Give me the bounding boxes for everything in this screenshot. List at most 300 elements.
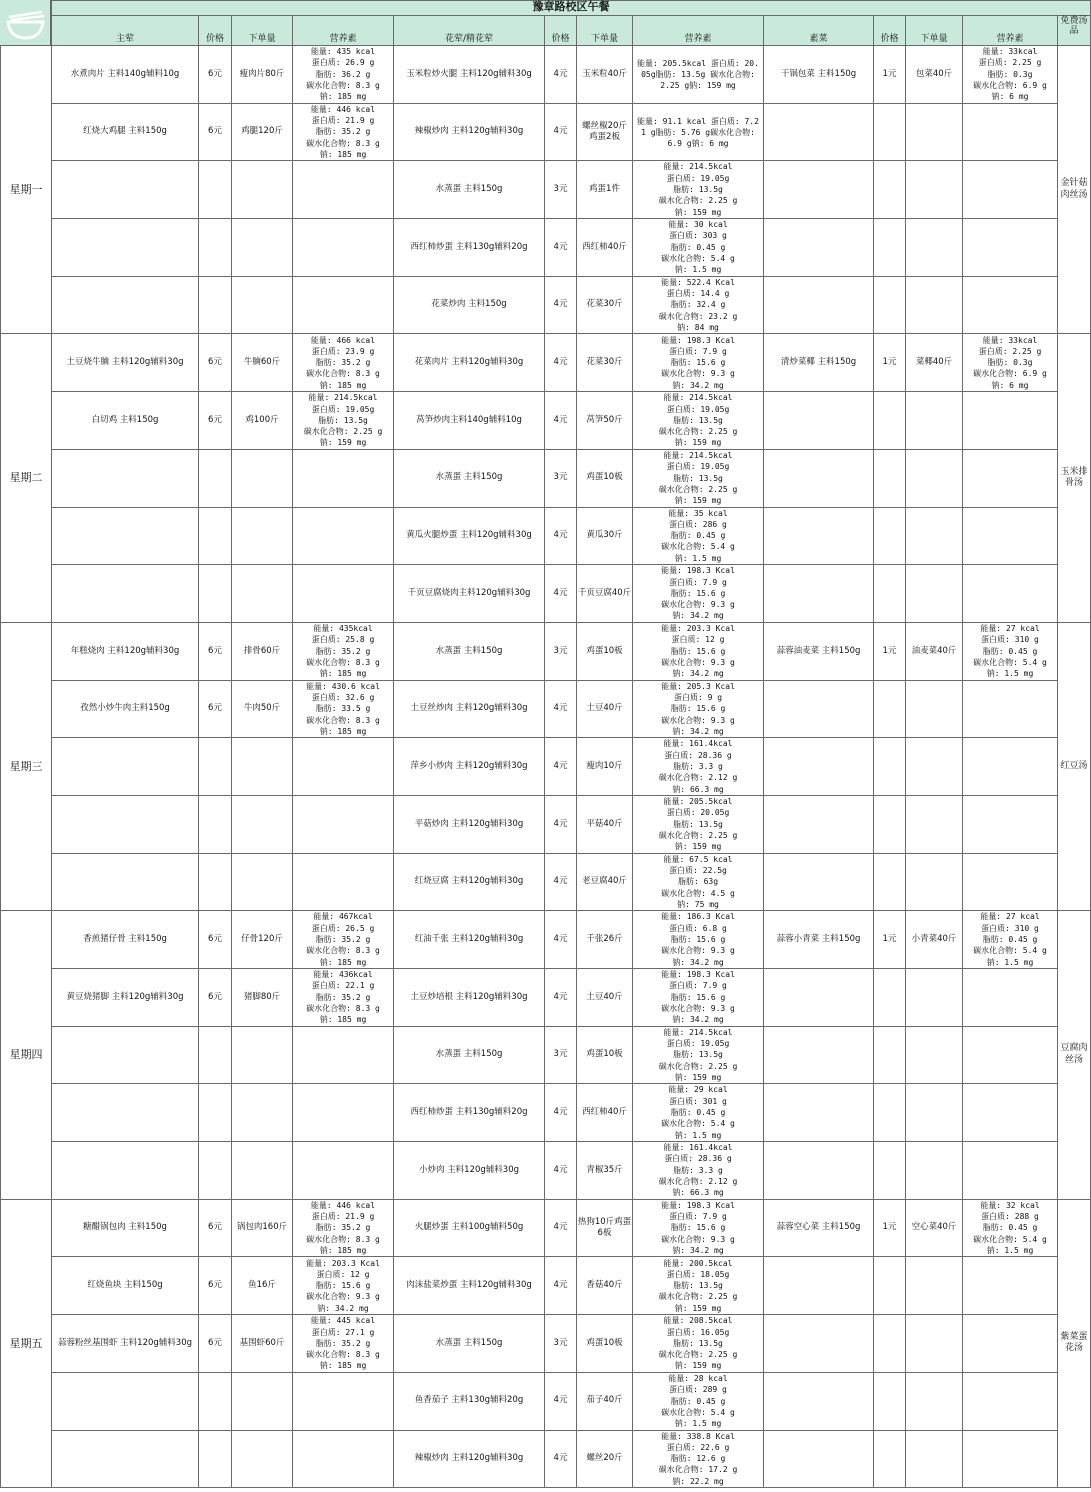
col-header-mixed-qty: 下单量 bbox=[577, 16, 633, 46]
mixed-price: 3元 bbox=[545, 161, 577, 219]
mixed-order-qty: 鸡蛋10板 bbox=[577, 1315, 633, 1373]
veg-dish bbox=[764, 1084, 874, 1142]
veg-nutrition bbox=[963, 1142, 1058, 1200]
main-nutrition bbox=[293, 1372, 394, 1430]
main-nutrition: 能量: 436kcal 蛋白质: 22.1 g 脂肪: 35.2 g 碳水化合物: 8.3 g 钠: 185 mg bbox=[293, 969, 394, 1027]
veg-nutrition bbox=[963, 103, 1058, 161]
main-dish: 水煮肉片 主料140g辅料10g bbox=[52, 46, 199, 104]
mixed-price: 4元 bbox=[545, 565, 577, 623]
table-row bbox=[1, 392, 1091, 450]
mixed-dish: 水蒸蛋 主料150g bbox=[394, 161, 545, 219]
table-row bbox=[1, 738, 1091, 796]
mixed-nutrition: 能量: 161.4kcal 蛋白质: 28.36 g 脂肪: 3.3 g 碳水化合物: 2.12 g 钠: 66.3 mg bbox=[633, 1142, 764, 1200]
mixed-order-qty: 螺丝20斤 bbox=[577, 1430, 633, 1488]
veg-price bbox=[874, 103, 906, 161]
page-title: 豫章路校区午餐 bbox=[52, 1, 1091, 16]
mixed-price: 3元 bbox=[545, 622, 577, 680]
veg-dish bbox=[764, 103, 874, 161]
veg-nutrition bbox=[963, 680, 1058, 738]
free-soup: 红豆汤 bbox=[1058, 622, 1091, 910]
main-order-qty: 基围虾60斤 bbox=[232, 1315, 293, 1373]
main-dish bbox=[52, 449, 199, 507]
veg-dish bbox=[764, 1257, 874, 1315]
table-row bbox=[1, 161, 1091, 219]
main-price bbox=[199, 219, 232, 277]
main-price: 6元 bbox=[199, 969, 232, 1027]
veg-order-qty bbox=[906, 161, 963, 219]
mixed-dish: 水蒸蛋 主料150g bbox=[394, 1026, 545, 1084]
main-dish bbox=[52, 738, 199, 796]
main-price bbox=[199, 276, 232, 334]
veg-order-qty bbox=[906, 1315, 963, 1373]
veg-order-qty bbox=[906, 219, 963, 277]
mixed-nutrition: 能量: 67.5 kcal 蛋白质: 22.5g 脂肪: 63g 碳水化合物: 4.5 g 钠: 75 mg bbox=[633, 853, 764, 911]
main-order-qty bbox=[232, 161, 293, 219]
veg-order-qty bbox=[906, 853, 963, 911]
col-header-main-qty: 下单量 bbox=[232, 16, 293, 46]
mixed-price: 3元 bbox=[545, 1026, 577, 1084]
main-price: 6元 bbox=[199, 1315, 232, 1373]
mixed-dish: 花菜炒肉 主料150g bbox=[394, 276, 545, 334]
mixed-price: 4元 bbox=[545, 276, 577, 334]
bowl-logo-icon bbox=[0, 0, 51, 46]
veg-dish: 清炒菜椰 主料150g bbox=[764, 334, 874, 392]
main-price: 6元 bbox=[199, 46, 232, 104]
veg-nutrition: 能量: 32 kcal 蛋白质: 288 g 脂肪: 0.45 g 碳水化合物: 5.4 g 钠: 1.5 mg bbox=[963, 1199, 1058, 1257]
main-dish bbox=[52, 1084, 199, 1142]
day-label: 星期一 bbox=[1, 46, 52, 334]
veg-order-qty bbox=[906, 969, 963, 1027]
table-row bbox=[1, 1372, 1091, 1430]
table-row bbox=[1, 276, 1091, 334]
veg-price bbox=[874, 1372, 906, 1430]
veg-price bbox=[874, 738, 906, 796]
col-header-mixed-nutrition: 营养素 bbox=[633, 16, 764, 46]
veg-price: 1元 bbox=[874, 911, 906, 969]
veg-dish bbox=[764, 161, 874, 219]
free-soup: 金针菇肉丝汤 bbox=[1058, 46, 1091, 334]
mixed-order-qty: 鸡蛋1件 bbox=[577, 161, 633, 219]
main-price bbox=[199, 1084, 232, 1142]
veg-order-qty bbox=[906, 1430, 963, 1488]
table-row bbox=[1, 1199, 1091, 1257]
mixed-nutrition: 能量: 198.3 Kcal 蛋白质: 7.9 g 脂肪: 15.6 g 碳水化合物: 9.3 g 钠: 34.2 mg bbox=[633, 1199, 764, 1257]
table-row bbox=[1, 969, 1091, 1027]
day-label: 星期二 bbox=[1, 334, 52, 622]
mixed-nutrition: 能量: 198.3 Kcal 蛋白质: 7.9 g 脂肪: 15.6 g 碳水化合物: 9.3 g 钠: 34.2 mg bbox=[633, 565, 764, 623]
main-nutrition bbox=[293, 795, 394, 853]
mixed-nutrition: 能量: 205.5kcal 蛋白质: 20.05g 脂肪: 13.5g 碳水化合物: 2.25 g 钠: 159 mg bbox=[633, 795, 764, 853]
main-order-qty: 仔骨120斤 bbox=[232, 911, 293, 969]
veg-price bbox=[874, 1026, 906, 1084]
mixed-price: 4元 bbox=[545, 1084, 577, 1142]
main-order-qty bbox=[232, 449, 293, 507]
mixed-price: 4元 bbox=[545, 911, 577, 969]
veg-order-qty bbox=[906, 276, 963, 334]
table-row bbox=[1, 1084, 1091, 1142]
veg-nutrition bbox=[963, 853, 1058, 911]
mixed-order-qty: 玉米粒40斤 bbox=[577, 46, 633, 104]
veg-nutrition: 能量: 27 kcal 蛋白质: 310 g 脂肪: 0.45 g 碳水化合物: 5.4 g 钠: 1.5 mg bbox=[963, 622, 1058, 680]
mixed-price: 4元 bbox=[545, 1257, 577, 1315]
table-row bbox=[1, 449, 1091, 507]
mixed-nutrition: 能量: 338.8 Kcal 蛋白质: 22.6 g 脂肪: 12.6 g 碳水化合物: 17.2 g 钠: 22.2 mg bbox=[633, 1430, 764, 1488]
veg-price bbox=[874, 680, 906, 738]
veg-nutrition bbox=[963, 1084, 1058, 1142]
mixed-price: 4元 bbox=[545, 392, 577, 450]
veg-order-qty bbox=[906, 1026, 963, 1084]
main-dish bbox=[52, 1430, 199, 1488]
main-dish bbox=[52, 853, 199, 911]
main-nutrition: 能量: 467kcal 蛋白质: 26.5 g 脂肪: 35.2 g 碳水化合物: 8.3 g 钠: 185 mg bbox=[293, 911, 394, 969]
veg-nutrition bbox=[963, 565, 1058, 623]
veg-dish bbox=[764, 969, 874, 1027]
mixed-dish: 红烧豆腐 主料120g辅料30g bbox=[394, 853, 545, 911]
mixed-price: 4元 bbox=[545, 1142, 577, 1200]
main-price bbox=[199, 795, 232, 853]
mixed-nutrition: 能量: 203.3 Kcal 蛋白质: 12 g 脂肪: 15.6 g 碳水化合物: 9.3 g 钠: 34.2 mg bbox=[633, 622, 764, 680]
mixed-order-qty: 青椒35斤 bbox=[577, 1142, 633, 1200]
mixed-dish: 土豆丝炒肉 主料120g辅料30g bbox=[394, 680, 545, 738]
veg-order-qty bbox=[906, 680, 963, 738]
veg-price bbox=[874, 1084, 906, 1142]
veg-dish bbox=[764, 738, 874, 796]
mixed-order-qty: 鸡蛋10板 bbox=[577, 622, 633, 680]
main-nutrition: 能量: 435 kcal 蛋白质: 26.9 g 脂肪: 36.2 g 碳水化合物: 8.3 g 钠: 185 mg bbox=[293, 46, 394, 104]
veg-nutrition bbox=[963, 1315, 1058, 1373]
main-dish bbox=[52, 1142, 199, 1200]
mixed-order-qty: 热狗10斤鸡蛋6板 bbox=[577, 1199, 633, 1257]
mixed-nutrition: 能量: 522.4 Kcal 蛋白质: 14.4 g 脂肪: 32.4 g 碳水化合物: 23.2 g 钠: 84 mg bbox=[633, 276, 764, 334]
veg-price bbox=[874, 1315, 906, 1373]
mixed-order-qty: 平菇40斤 bbox=[577, 795, 633, 853]
mixed-price: 4元 bbox=[545, 103, 577, 161]
mixed-dish: 辣椒炒肉 主料120g辅料30g bbox=[394, 1430, 545, 1488]
main-dish bbox=[52, 276, 199, 334]
main-dish: 香煎猪仔骨 主料150g bbox=[52, 911, 199, 969]
main-order-qty bbox=[232, 795, 293, 853]
mixed-price: 4元 bbox=[545, 969, 577, 1027]
mixed-price: 4元 bbox=[545, 795, 577, 853]
mixed-dish: 莴笋炒肉主料140g辅料10g bbox=[394, 392, 545, 450]
main-dish: 黄豆烧猪脚 主料120g辅料30g bbox=[52, 969, 199, 1027]
mixed-dish: 红油千张 主料120g辅料30g bbox=[394, 911, 545, 969]
table-row bbox=[1, 334, 1091, 392]
main-nutrition: 能量: 446 kcal 蛋白质: 21.9 g 脂肪: 35.2 g 碳水化合物: 8.3 g 钠: 185 mg bbox=[293, 103, 394, 161]
veg-nutrition bbox=[963, 507, 1058, 565]
veg-dish bbox=[764, 507, 874, 565]
main-order-qty: 鱼16斤 bbox=[232, 1257, 293, 1315]
main-dish: 白切鸡 主料150g bbox=[52, 392, 199, 450]
main-price bbox=[199, 507, 232, 565]
main-price bbox=[199, 1142, 232, 1200]
veg-nutrition bbox=[963, 738, 1058, 796]
veg-dish bbox=[764, 795, 874, 853]
mixed-nutrition: 能量: 198.3 Kcal 蛋白质: 7.9 g 脂肪: 15.6 g 碳水化合物: 9.3 g 钠: 34.2 mg bbox=[633, 969, 764, 1027]
veg-order-qty bbox=[906, 795, 963, 853]
main-nutrition: 能量: 203.3 Kcal 蛋白质: 12 g 脂肪: 15.6 g 碳水化合物: 9.3 g 钠: 34.2 mg bbox=[293, 1257, 394, 1315]
veg-dish bbox=[764, 392, 874, 450]
mixed-dish: 黄瓜火腿炒蛋 主料120g辅料30g bbox=[394, 507, 545, 565]
veg-price bbox=[874, 507, 906, 565]
main-nutrition bbox=[293, 853, 394, 911]
mixed-dish: 水蒸蛋 主料150g bbox=[394, 1315, 545, 1373]
mixed-order-qty: 土豆40斤 bbox=[577, 680, 633, 738]
veg-dish: 干锅包菜 主料150g bbox=[764, 46, 874, 104]
mixed-order-qty: 千张26斤 bbox=[577, 911, 633, 969]
main-dish: 土豆烧牛腩 主料120g辅料30g bbox=[52, 334, 199, 392]
day-label: 星期三 bbox=[1, 622, 52, 910]
mixed-dish: 玉米粒炒火腿 主料120g辅料30g bbox=[394, 46, 545, 104]
mixed-order-qty: 鸡蛋10板 bbox=[577, 449, 633, 507]
mixed-nutrition: 能量: 161.4kcal 蛋白质: 28.36 g 脂肪: 3.3 g 碳水化合物: 2.12 g 钠: 66.3 mg bbox=[633, 738, 764, 796]
mixed-order-qty: 西红柿40斤 bbox=[577, 219, 633, 277]
main-price bbox=[199, 1026, 232, 1084]
mixed-order-qty: 千页豆腐40斤 bbox=[577, 565, 633, 623]
veg-dish: 蒜蓉油麦菜 主料150g bbox=[764, 622, 874, 680]
table-row bbox=[1, 1026, 1091, 1084]
mixed-order-qty: 土豆40斤 bbox=[577, 969, 633, 1027]
main-price bbox=[199, 1430, 232, 1488]
mixed-dish: 土豆炒培根 主料120g辅料30g bbox=[394, 969, 545, 1027]
main-dish bbox=[52, 565, 199, 623]
main-dish: 红烧鱼块 主料150g bbox=[52, 1257, 199, 1315]
veg-dish bbox=[764, 1315, 874, 1373]
col-header-main: 主荤 bbox=[52, 16, 199, 46]
table-row bbox=[1, 103, 1091, 161]
main-price bbox=[199, 161, 232, 219]
mixed-dish: 肉沫盐菜炒蛋 主料120g辅料30g bbox=[394, 1257, 545, 1315]
day-label: 星期四 bbox=[1, 911, 52, 1199]
main-order-qty: 锅包肉160斤 bbox=[232, 1199, 293, 1257]
table-row bbox=[1, 565, 1091, 623]
table-row bbox=[1, 853, 1091, 911]
mixed-nutrition: 能量: 208.5kcal 蛋白质: 16.05g 脂肪: 13.5g 碳水化合物: 2.25 g 钠: 159 mg bbox=[633, 1315, 764, 1373]
table-row bbox=[1, 911, 1091, 969]
main-dish: 孜然小炒牛肉主料150g bbox=[52, 680, 199, 738]
veg-order-qty: 小青菜40斤 bbox=[906, 911, 963, 969]
mixed-dish: 辣椒炒肉 主料120g辅料30g bbox=[394, 103, 545, 161]
table-row bbox=[1, 1142, 1091, 1200]
main-price bbox=[199, 738, 232, 796]
veg-dish: 蒜蓉空心菜 主料150g bbox=[764, 1199, 874, 1257]
table-row bbox=[1, 1315, 1091, 1373]
col-header-mixed: 花荤/精花荤 bbox=[394, 16, 545, 46]
main-nutrition bbox=[293, 565, 394, 623]
veg-nutrition bbox=[963, 969, 1058, 1027]
mixed-price: 3元 bbox=[545, 1315, 577, 1373]
main-nutrition: 能量: 214.5kcal 蛋白质: 19.05g 脂肪: 13.5g 碳水化合物: 2.25 g 钠: 159 mg bbox=[293, 392, 394, 450]
veg-dish bbox=[764, 680, 874, 738]
veg-price: 1元 bbox=[874, 622, 906, 680]
mixed-nutrition: 能量: 186.3 Kcal 蛋白质: 6.8 g 脂肪: 15.6 g 碳水化合物: 9.3 g 钠: 34.2 mg bbox=[633, 911, 764, 969]
col-header-veg-price: 价格 bbox=[874, 16, 906, 46]
main-order-qty bbox=[232, 853, 293, 911]
mixed-dish: 火腿炒蛋 主料100g辅料50g bbox=[394, 1199, 545, 1257]
main-order-qty: 牛腩60斤 bbox=[232, 334, 293, 392]
veg-order-qty bbox=[906, 392, 963, 450]
veg-order-qty: 油麦菜40斤 bbox=[906, 622, 963, 680]
veg-dish bbox=[764, 565, 874, 623]
veg-price bbox=[874, 1142, 906, 1200]
main-price: 6元 bbox=[199, 622, 232, 680]
col-header-mixed-price: 价格 bbox=[545, 16, 577, 46]
veg-order-qty: 包菜40斤 bbox=[906, 46, 963, 104]
mixed-nutrition: 能量: 35 kcal 蛋白质: 286 g 脂肪: 0.45 g 碳水化合物: 5.4 g 钠: 1.5 mg bbox=[633, 507, 764, 565]
main-order-qty bbox=[232, 1372, 293, 1430]
veg-dish bbox=[764, 219, 874, 277]
mixed-dish: 水蒸蛋 主料150g bbox=[394, 622, 545, 680]
col-header-soup: 免费汤品 bbox=[1058, 16, 1091, 46]
main-price: 6元 bbox=[199, 334, 232, 392]
veg-order-qty bbox=[906, 103, 963, 161]
main-dish: 红烧大鸡腿 主料150g bbox=[52, 103, 199, 161]
main-order-qty: 牛肉50斤 bbox=[232, 680, 293, 738]
main-order-qty bbox=[232, 1084, 293, 1142]
main-price bbox=[199, 1372, 232, 1430]
mixed-price: 4元 bbox=[545, 334, 577, 392]
main-order-qty bbox=[232, 1026, 293, 1084]
mixed-dish: 花菜肉片 主料120g辅料30g bbox=[394, 334, 545, 392]
table-row bbox=[1, 219, 1091, 277]
main-dish: 年糕烧肉 主料120g辅料30g bbox=[52, 622, 199, 680]
main-price: 6元 bbox=[199, 680, 232, 738]
main-price: 6元 bbox=[199, 1257, 232, 1315]
veg-price bbox=[874, 1257, 906, 1315]
main-price: 6元 bbox=[199, 103, 232, 161]
main-dish bbox=[52, 507, 199, 565]
mixed-price: 4元 bbox=[545, 1372, 577, 1430]
veg-nutrition bbox=[963, 1430, 1058, 1488]
veg-nutrition: 能量: 33kcal 蛋白质: 2.25 g 脂肪: 0.3g 碳水化合物: 6.9 g 钠: 6 mg bbox=[963, 46, 1058, 104]
mixed-price: 4元 bbox=[545, 219, 577, 277]
main-nutrition: 能量: 445 kcal 蛋白质: 27.1 g 脂肪: 35.2 g 碳水化合物: 8.3 g 钠: 185 mg bbox=[293, 1315, 394, 1373]
mixed-dish: 小炒肉 主料120g辅料30g bbox=[394, 1142, 545, 1200]
main-price bbox=[199, 853, 232, 911]
veg-nutrition bbox=[963, 449, 1058, 507]
table-row bbox=[1, 507, 1091, 565]
mixed-order-qty: 茄子40斤 bbox=[577, 1372, 633, 1430]
mixed-nutrition: 能量: 198.3 Kcal 蛋白质: 7.9 g 脂肪: 15.6 g 碳水化合物: 9.3 g 钠: 34.2 mg bbox=[633, 334, 764, 392]
veg-order-qty bbox=[906, 1257, 963, 1315]
main-dish bbox=[52, 219, 199, 277]
main-price bbox=[199, 565, 232, 623]
veg-price: 1元 bbox=[874, 334, 906, 392]
mixed-price: 4元 bbox=[545, 507, 577, 565]
mixed-nutrition: 能量: 214.5kcal 蛋白质: 19.05g 脂肪: 13.5g 碳水化合物: 2.25 g 钠: 159 mg bbox=[633, 392, 764, 450]
mixed-nutrition: 能量: 214.5kcal 蛋白质: 19.05g 脂肪: 13.5g 碳水化合物: 2.25 g 钠: 159 mg bbox=[633, 161, 764, 219]
veg-dish bbox=[764, 1026, 874, 1084]
main-nutrition bbox=[293, 1026, 394, 1084]
veg-order-qty bbox=[906, 1372, 963, 1430]
mixed-order-qty: 花菜30斤 bbox=[577, 334, 633, 392]
veg-dish bbox=[764, 276, 874, 334]
table-row bbox=[1, 1257, 1091, 1315]
main-dish: 蒜蓉粉丝基围虾 主料120g辅料30g bbox=[52, 1315, 199, 1373]
veg-nutrition bbox=[963, 1026, 1058, 1084]
main-order-qty bbox=[232, 219, 293, 277]
mixed-order-qty: 莴笋50斤 bbox=[577, 392, 633, 450]
main-nutrition bbox=[293, 276, 394, 334]
mixed-order-qty: 瘦肉10斤 bbox=[577, 738, 633, 796]
mixed-dish: 西红柿炒蛋 主料130g辅料20g bbox=[394, 1084, 545, 1142]
mixed-order-qty: 西红柿40斤 bbox=[577, 1084, 633, 1142]
main-nutrition bbox=[293, 507, 394, 565]
mixed-dish: 水蒸蛋 主料150g bbox=[394, 449, 545, 507]
veg-price: 1元 bbox=[874, 46, 906, 104]
main-order-qty: 排骨60斤 bbox=[232, 622, 293, 680]
main-order-qty bbox=[232, 738, 293, 796]
table-row bbox=[1, 622, 1091, 680]
veg-price bbox=[874, 1430, 906, 1488]
mixed-order-qty: 花菜30斤 bbox=[577, 276, 633, 334]
main-dish bbox=[52, 1372, 199, 1430]
mixed-price: 3元 bbox=[545, 449, 577, 507]
main-order-qty bbox=[232, 507, 293, 565]
mixed-dish: 鱼香茄子 主料130g辅料20g bbox=[394, 1372, 545, 1430]
day-label: 星期五 bbox=[1, 1199, 52, 1487]
veg-order-qty bbox=[906, 449, 963, 507]
main-price: 6元 bbox=[199, 1199, 232, 1257]
mixed-nutrition: 能量: 29 kcal 蛋白质: 301 g 脂肪: 0.45 g 碳水化合物: 5.4 g 钠: 1.5 mg bbox=[633, 1084, 764, 1142]
main-order-qty bbox=[232, 1430, 293, 1488]
col-header-main-nutrition: 营养素 bbox=[293, 16, 394, 46]
mixed-nutrition: 能量: 30 kcal 蛋白质: 303 g 脂肪: 0.45 g 碳水化合物: 5.4 g 钠: 1.5 mg bbox=[633, 219, 764, 277]
veg-price bbox=[874, 969, 906, 1027]
table-row bbox=[1, 795, 1091, 853]
veg-price bbox=[874, 565, 906, 623]
free-soup: 紫菜蛋花汤 bbox=[1058, 1199, 1091, 1487]
main-order-qty: 鸡腿120斤 bbox=[232, 103, 293, 161]
veg-nutrition bbox=[963, 392, 1058, 450]
main-order-qty bbox=[232, 1142, 293, 1200]
main-nutrition bbox=[293, 1430, 394, 1488]
mixed-dish: 萍乡小炒肉 主料120g辅料30g bbox=[394, 738, 545, 796]
mixed-price: 4元 bbox=[545, 738, 577, 796]
col-header-main-price: 价格 bbox=[199, 16, 232, 46]
mixed-order-qty: 鸡蛋10板 bbox=[577, 1026, 633, 1084]
veg-dish bbox=[764, 1372, 874, 1430]
veg-nutrition bbox=[963, 276, 1058, 334]
main-dish: 糖醋锅包肉 主料150g bbox=[52, 1199, 199, 1257]
mixed-order-qty: 螺丝椒20斤 鸡蛋2板 bbox=[577, 103, 633, 161]
main-nutrition bbox=[293, 738, 394, 796]
veg-nutrition: 能量: 33kcal 蛋白质: 2.25 g 脂肪: 0.3g 碳水化合物: 6.9 g 钠: 6 mg bbox=[963, 334, 1058, 392]
mixed-price: 4元 bbox=[545, 46, 577, 104]
veg-order-qty bbox=[906, 1142, 963, 1200]
main-price bbox=[199, 449, 232, 507]
veg-order-qty: 空心菜40斤 bbox=[906, 1199, 963, 1257]
main-nutrition: 能量: 430.6 kcal 蛋白质: 32.6 g 脂肪: 33.5 g 碳水化合物: 8.3 g 钠: 185 mg bbox=[293, 680, 394, 738]
main-dish bbox=[52, 1026, 199, 1084]
mixed-price: 4元 bbox=[545, 1199, 577, 1257]
main-price: 6元 bbox=[199, 392, 232, 450]
veg-order-qty bbox=[906, 565, 963, 623]
veg-nutrition bbox=[963, 795, 1058, 853]
mixed-price: 4元 bbox=[545, 680, 577, 738]
main-order-qty: 瘦肉片80斤 bbox=[232, 46, 293, 104]
col-header-veg-qty: 下单量 bbox=[906, 16, 963, 46]
mixed-nutrition: 能量: 205.3 Kcal 蛋白质: 9 g 脂肪: 15.6 g 碳水化合物: 9.3 g 钠: 34.2 mg bbox=[633, 680, 764, 738]
mixed-nutrition: 能量: 205.5kcal 蛋白质: 20.05g脂肪: 13.5g 碳水化合物: 2.25 g钠: 159 mg bbox=[633, 46, 764, 104]
main-price: 6元 bbox=[199, 911, 232, 969]
free-soup: 豆腐肉丝汤 bbox=[1058, 911, 1091, 1199]
veg-price bbox=[874, 449, 906, 507]
main-nutrition: 能量: 446 kcal 蛋白质: 21.9 g 脂肪: 35.2 g 碳水化合物: 8.3 g 钠: 185 mg bbox=[293, 1199, 394, 1257]
mixed-price: 4元 bbox=[545, 853, 577, 911]
mixed-nutrition: 能量: 214.5kcal 蛋白质: 19.05g 脂肪: 13.5g 碳水化合物: 2.25 g 钠: 159 mg bbox=[633, 449, 764, 507]
veg-dish bbox=[764, 853, 874, 911]
